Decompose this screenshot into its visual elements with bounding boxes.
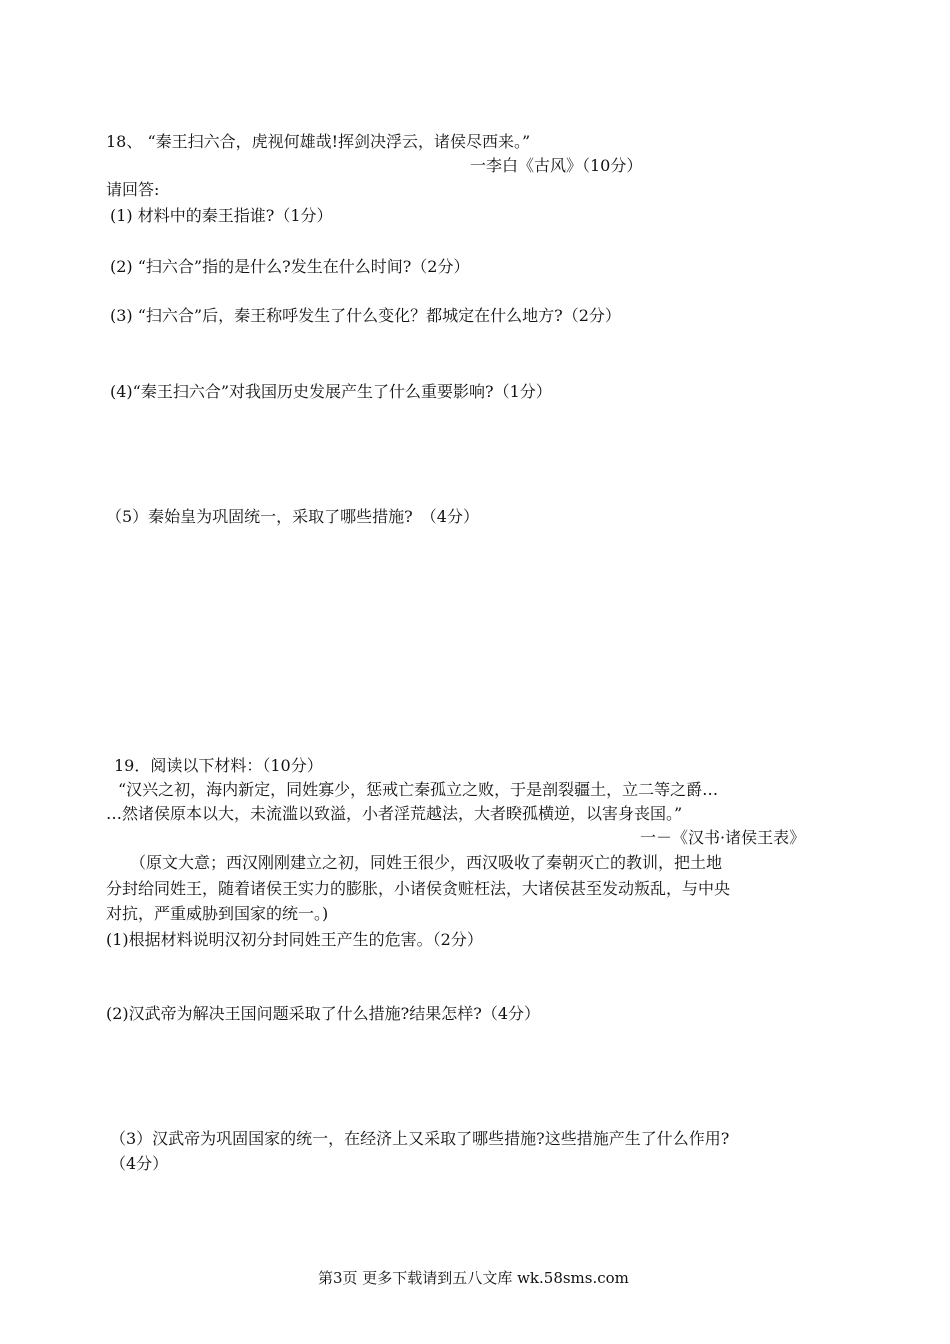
- q18-source: 一李白《古风》（10分）: [470, 156, 643, 175]
- q18-prompt: 请回答:: [106, 180, 160, 199]
- q19-sub-1: (1)根据材料说明汉初分封同姓王产生的危害。（2分）: [106, 930, 483, 949]
- q19-intro: 19．阅读以下材料：（10分）: [114, 756, 323, 775]
- q19-sub-3-line: （4分）: [110, 1154, 169, 1173]
- q19-quote-line: “汉兴之初，海内新定，同姓寡少，惩戒亡秦孤立之败，于是剖裂疆土，立二等之爵…: [118, 780, 719, 799]
- q18-sub-1: (1) 材料中的秦王指谁?（1分）: [110, 206, 333, 225]
- q19-translation-line: （原文大意；西汉刚刚建立之初，同姓王很少，西汉吸收了秦朝灭亡的教训，把土地: [130, 853, 723, 872]
- q19-translation-line: 分封给同姓王，随着诸侯王实力的膨胀，小诸侯贪赃枉法，大诸侯甚至发动叛乱，与中央: [106, 879, 731, 898]
- q18-sub-3: (3) “扫六合”后，秦王称呼发生了什么变化？都城定在什么地方?（2分）: [110, 306, 621, 325]
- q18-sub-2: (2) “扫六合”指的是什么?发生在什么时间?（2分）: [110, 257, 470, 276]
- q18-sub-4: (4)“秦王扫六合”对我国历史发展产生了什么重要影响?（1分）: [110, 382, 552, 401]
- page-footer: 第3页 更多下载请到五八文库 wk.58sms.com: [318, 1269, 629, 1287]
- q19-sub-2: (2)汉武帝为解决王国问题采取了什么措施?结果怎样?（4分）: [106, 1004, 541, 1023]
- q18-intro: 18、 “秦王扫六合，虎视何雄哉!挥剑决浮云，诸侯尽西来。”: [106, 132, 531, 151]
- q19-quote-line: …然诸侯原本以大，未流滥以致溢，小者淫荒越法，大者睽孤横逆，以害身丧国。”: [106, 804, 683, 823]
- q19-translation-line: 对抗，严重威胁到国家的统一。): [106, 904, 329, 923]
- q19-source: 一－《汉书·诸侯王表》: [640, 828, 806, 847]
- q18-sub-5: （5）秦始皇为巩固统一，采取了哪些措施? （4分）: [106, 507, 479, 526]
- q19-sub-3-line: （3）汉武帝为巩固国家的统一，在经济上又采取了哪些措施?这些措施产生了什么作用?: [110, 1129, 730, 1148]
